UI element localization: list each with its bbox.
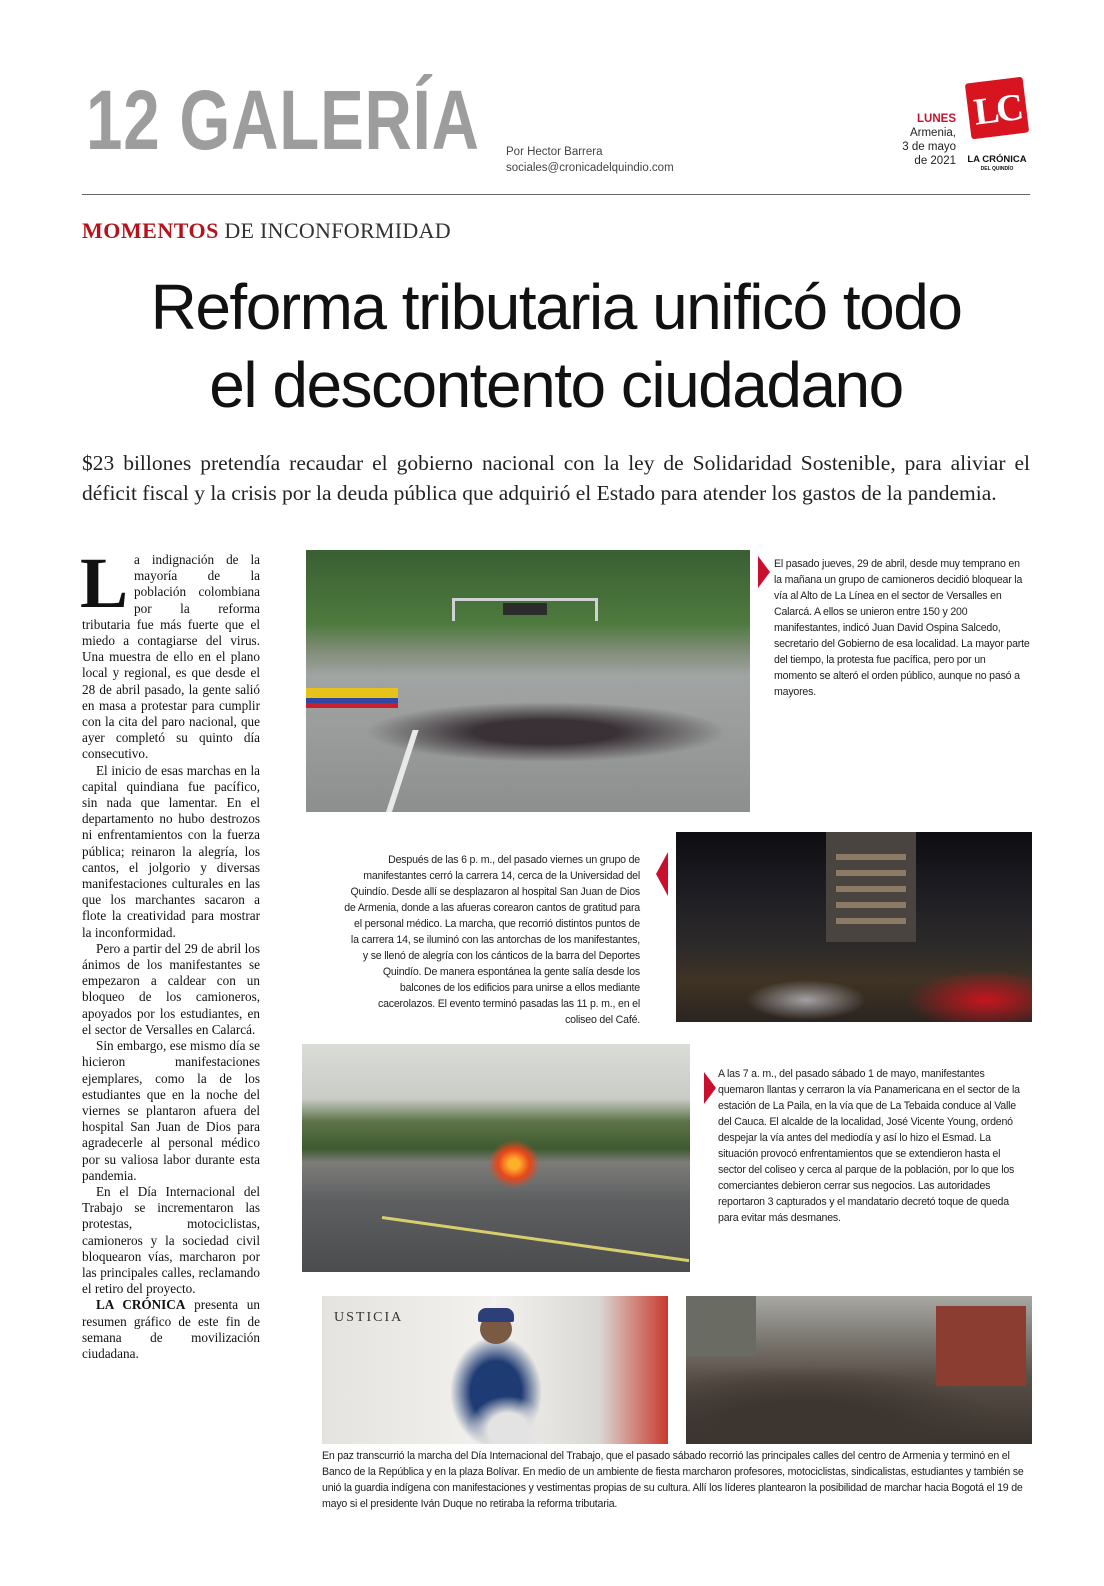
- caption-road-blockade: El pasado jueves, 29 de abril, desde muy temprano en la mañana un grupo de camioneros decidió bloquear la vía al Alto de La Línea en el sector de Versalles en Calarcá. A ellos se unieron entre 150 y 200 manifestantes, indicó Juan David Ospina Salcedo, secretario del Gobierno de esa localidad. La mayor parte del tiempo, la protesta fue pacífica, pero por un momento se alteró el orden público, aunque no pasó a mayores.: [774, 558, 1030, 698]
- kicker-bold: MOMENTOS: [82, 218, 219, 243]
- logo-subtitle: DEL QUINDÍO: [980, 166, 1014, 172]
- body-paragraph-3: Pero a partir del 29 de abril los ánimos de los manifestantes se empezaron a caldear con un bloqueo de los camioneros, apoyados por los estudiantes, en el sector de Versalles en Calarcá.: [82, 940, 260, 1037]
- body-paragraph-5: En el Día Internacional del Trabajo se incrementaron las protestas, motociclistas, camioneros y la sociedad civil bloquearon vías, marcharon por las principales calles, reclamando el retiro del proyecto.: [82, 1183, 260, 1297]
- logo-letters: LC: [971, 86, 1024, 134]
- photo-indigenous-guard-drummer: [322, 1296, 668, 1444]
- protest-sign-text: USTICIA: [334, 1310, 404, 1325]
- byline-email: sociales@cronicadelquindio.com: [506, 162, 674, 174]
- kicker-rest: DE INCONFORMIDAD: [224, 218, 451, 243]
- date-day: LUNES: [917, 113, 956, 125]
- body-paragraph-1: [80, 543, 260, 763]
- date-year: de 2021: [914, 155, 956, 167]
- caption-labor-day-march: En paz transcurrió la marcha del Día Internacional del Trabajo, que el pasado sábado recorrió las principales calles del centro de Armenia y terminó en el Banco de la República y en la plaza Bolívar. En medio de un ambiente de fiesta marcharon profesores, motociclistas, sindicalistas, estudiantes y también se unió la guardia indígena con manifestaciones y vestimentas propias de su cultura. Allí los líderes plantearon la posibilidad de marchar hacia Bogotá el 19 de mayo si el presidente Iván Duque no retiraba la reforma tributaria.: [322, 1450, 1024, 1510]
- logo-mark: [965, 77, 1029, 140]
- photo-crowd-street: [686, 1296, 1032, 1444]
- date-block: [880, 112, 956, 168]
- road-marking: [383, 730, 418, 812]
- caption-marker-left: [656, 852, 668, 896]
- caption-marker-right: [704, 1072, 716, 1104]
- headline-line-2: el descontento ciudadano: [209, 349, 903, 421]
- caption-burning-tires: A las 7 a. m., del pasado sábado 1 de mayo, manifestantes quemaron llantas y cerraron la vía Panamericana en el sector de la estación de La Paila, en la vía que de La Tebaida conduce al Valle del Cauca. El alcalde de la localidad, José Vicente Young, ordenó despejar la vía antes del mediodía y así lo hizo el Esmad. La situación provocó enfrentamientos que se extendieron hasta el sector del coliseo y cerca al parque de la población, por lo que los comerciantes debieron cerrar sus negocios. Las autoridades reportaron 3 capturados y el mandatario decretó toque de queda para evitar más desmanes.: [718, 1068, 1020, 1224]
- headline: [82, 268, 1030, 424]
- page-number: 12: [86, 73, 161, 167]
- body-paragraph-6: [82, 1297, 260, 1362]
- drummer-cap: [478, 1308, 514, 1322]
- date-city: Armenia,: [909, 127, 956, 139]
- deck: $23 billones pretendía recaudar el gobierno nacional con la ley de Solidaridad Sostenible, para aliviar el déficit fiscal y la crisis por la deuda pública que adquirió el Estado para atender los gastos de la pandemia.: [82, 451, 1030, 505]
- date-daymonth: 3 de mayo: [902, 141, 956, 153]
- byline: [506, 144, 674, 176]
- road-gantry: [452, 598, 598, 621]
- photo-road-blockade: [306, 550, 750, 812]
- building: [826, 832, 916, 942]
- photo-night-march: [676, 832, 1032, 1022]
- logo-name: LA CRÓNICA: [967, 154, 1027, 165]
- building: [936, 1306, 1026, 1386]
- caption-marker-right: [758, 556, 770, 588]
- road-marking: [382, 1216, 689, 1262]
- brand-name: LA CRÓNICA: [96, 1297, 186, 1313]
- body-paragraph-6-text: presenta un resumen gráfico de este fin de semana de movilización ciudadana.: [82, 1297, 260, 1361]
- flag-banner: [306, 688, 398, 708]
- dropcap: L: [80, 543, 129, 623]
- gantry-sign: [503, 603, 547, 615]
- kicker: [82, 218, 451, 244]
- article-body: [80, 543, 260, 1362]
- building: [686, 1296, 756, 1356]
- section-name: GALERÍA: [179, 73, 480, 167]
- caption-night-march: Después de las 6 p. m., del pasado viernes un grupo de manifestantes cerró la carrera 14, cerca de la Universidad del Quindío. Desde allí se desplazaron al hospital San Juan de Dios de Armenia, donde a las afueras corearon cantos de gratitud para el personal médico. La marcha, que recorrió distintos puntos de la carrera 14, se iluminó con las antorchas de los manifestantes, y se llenó de alegría con los cánticos de la barra del Deportes Quindío. De manera espontánea la gente salía desde los balcones de los edificios para unirse a ellos mediante cacerolazos. El evento terminó pasadas las 11 p. m., en el coliseo del Café.: [344, 854, 640, 1026]
- headline-line-1: Reforma tributaria unificó todo: [150, 271, 962, 343]
- photo-burning-tires: [302, 1044, 690, 1272]
- byline-name: Por Hector Barrera: [506, 146, 603, 158]
- page-header-title: [86, 73, 480, 167]
- body-paragraph-4: Sin embargo, ese mismo día se hicieron manifestaciones ejemplares, como la de los estudiantes que en la noche del viernes se plantaron afuera del hospital San Juan de Dios para agradecerle al personal médico por su valiosa labor durante esta pandemia.: [82, 1038, 260, 1183]
- body-paragraph-2: El inicio de esas marchas en la capital quindiana fue pacífico, sin nada que lamentar. En el departamento no hubo destrozos ni enfrentamientos con la fuerza pública; reinaron la alegría, los cantos, el jolgorio y diversas manifestaciones culturales en las que los marchantes sacaron a flote la creatividad para mostrar la inconformidad.: [82, 762, 260, 940]
- newspaper-logo: [966, 80, 1030, 172]
- header-divider: [82, 194, 1030, 195]
- body-paragraph-1-text: a indignación de la mayoría de la población colombiana por la reforma tributaria fue más fuerte que el miedo a contagiarse del virus. Una muestra de ello en el plano local y regional, es que desde el 28 de abril pasado, la gente salió en masa a protestar para cumplir con la cita del paro nacional, que ayer completó su quinto día consecutivo.: [82, 552, 260, 762]
